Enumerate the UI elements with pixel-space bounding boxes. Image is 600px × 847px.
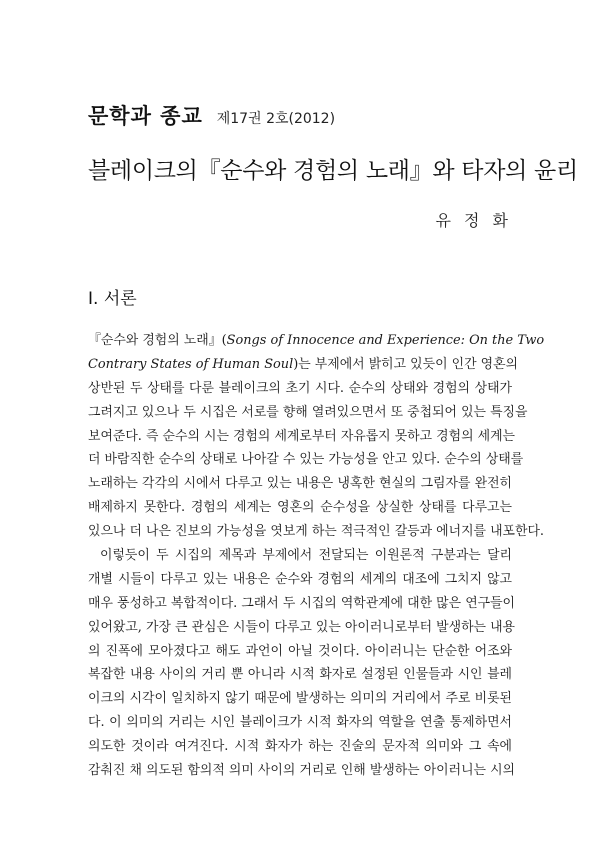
author-name: 유 정 화 [435,211,512,230]
text-line: 복잡한 내용 사이의 거리 뿐 아니라 시적 화자로 설정된 인물들과 시인 블레 [88,667,512,683]
journal-header [88,100,335,130]
text-line: 있으나 더 나은 진보의 가능성을 엿보게 하는 적극적인 갈등과 에너지를 내포한다. [88,524,544,540]
italic-title: Songs of Innocence and Experience: On the Two [226,333,545,348]
text-line: 그려지고 있으나 두 시집은 서로를 향해 열려있으면서 또 중첩되어 있는 특징을 [88,404,528,420]
text-line: 상반된 두 상태를 다룬 블레이크의 초기 시다. 순수의 상태와 경험의 상태가 [88,380,512,396]
section-heading: I. 서론 [88,289,137,309]
text-line: 개별 시들이 다루고 있는 내용은 순수와 경험의 세계의 대조에 그치지 않고 [88,571,512,587]
text-line: 의 진폭에 모아졌다고 해도 과언이 아닐 것이다. 아이러니는 단순한 어조와 [88,643,512,659]
text-line: 이렇듯이 두 시집의 제목과 부제에서 전달되는 이원론적 구분과는 달리 [100,548,512,564]
article-title: 블레이크의『순수와 경험의 노래』와 타자의 윤리 [88,158,578,184]
text-line: 더 바람직한 순수의 상태로 나아갈 수 있는 가능성을 안고 있다. 순수의 상태를 [88,452,524,468]
paragraph-2 [88,544,515,783]
text-line: 배제하지 못한다. 경험의 세계는 영혼의 순수성을 상실한 상태를 다루고는 [88,500,512,516]
text-line: 보여준다. 즉 순수의 시는 경험의 세계로부터 자유롭지 못하고 경험의 세계는 [88,428,515,444]
text-line: 노래하는 각각의 시에서 다루고 있는 내용은 냉혹한 현실의 그림자를 완전히 [88,476,512,492]
text-line: 의도한 것이라 여겨진다. 시적 화자가 하는 진술의 문자적 의미와 그 속에 [88,739,512,755]
text-line: 감춰진 채 의도된 함의적 의미 사이의 거리로 인해 발생하는 아이러니는 시의 [88,763,515,779]
text-line [88,329,545,353]
text-line: 매우 풍성하고 복합적이다. 그래서 두 시집의 역학관계에 대한 많은 연구들이 [88,595,515,611]
italic-title: Contrary States of Human Soul [88,356,294,372]
text-run: )는 부제에서 밝히고 있듯이 인간 영혼의 [293,356,518,372]
text-line: 다. 이 의미의 거리는 시인 블레이크가 시적 화자의 역할을 연출 통제하면서 [88,715,512,731]
paragraph-1 [88,377,544,544]
text-line: 있어왔고, 가장 큰 관심은 시들이 다루고 있는 아이러니로부터 발생하는 내용 [88,619,515,635]
body-text [88,329,545,783]
journal-issue: 제17권 2호(2012) [216,111,336,127]
text-line: 이크의 시각이 일치하지 않기 때문에 발생하는 의미의 거리에서 주로 비롯된 [88,691,512,707]
text-run: 『순수와 경험의 노래』( [88,333,227,348]
text-line [88,353,518,377]
journal-logo: 문학과 종교 [88,104,203,128]
